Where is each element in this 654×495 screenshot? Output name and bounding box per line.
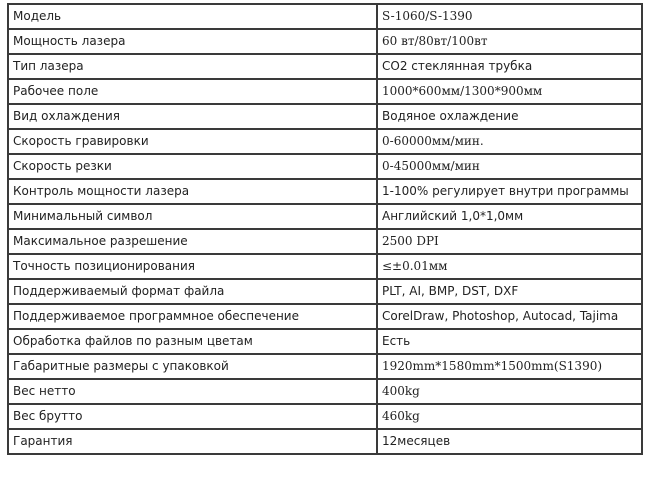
table-row xyxy=(8,54,642,79)
spec-label: Рабочее поле xyxy=(8,79,377,104)
table-row xyxy=(8,354,642,379)
spec-value: CorelDraw, Photoshop, Autocad, Tajima xyxy=(377,304,642,329)
spec-value: 0-60000мм/мин. xyxy=(377,129,642,154)
table-row xyxy=(8,129,642,154)
spec-table xyxy=(7,3,643,455)
table-row xyxy=(8,279,642,304)
spec-value: 1000*600мм/1300*900мм xyxy=(377,79,642,104)
spec-label: Мощность лазера xyxy=(8,29,377,54)
spec-label: Модель xyxy=(8,4,377,29)
spec-label: Гарантия xyxy=(8,429,377,454)
table-row xyxy=(8,304,642,329)
spec-label: Скорость гравировки xyxy=(8,129,377,154)
table-row xyxy=(8,404,642,429)
table-row xyxy=(8,154,642,179)
spec-label: Точность позиционирования xyxy=(8,254,377,279)
spec-value: 60 вт/80вт/100вт xyxy=(377,29,642,54)
table-row xyxy=(8,29,642,54)
spec-label: Поддерживаемый формат файла xyxy=(8,279,377,304)
table-row xyxy=(8,254,642,279)
spec-label: Скорость резки xyxy=(8,154,377,179)
spec-value: 1-100% регулирует внутри программы xyxy=(377,179,642,204)
table-row xyxy=(8,329,642,354)
spec-value: S-1060/S-1390 xyxy=(377,4,642,29)
spec-value: 1920mm*1580mm*1500mm(S1390) xyxy=(377,354,642,379)
table-row xyxy=(8,429,642,454)
spec-label: Вид охлаждения xyxy=(8,104,377,129)
spec-value: 0-45000мм/мин xyxy=(377,154,642,179)
spec-value: Английский 1,0*1,0мм xyxy=(377,204,642,229)
spec-label: Обработка файлов по разным цветам xyxy=(8,329,377,354)
spec-value: Есть xyxy=(377,329,642,354)
spec-label: Поддерживаемое программное обеспечение xyxy=(8,304,377,329)
spec-value: CO2 стеклянная трубка xyxy=(377,54,642,79)
spec-value: PLT, AI, BMP, DST, DXF xyxy=(377,279,642,304)
spec-label: Контроль мощности лазера xyxy=(8,179,377,204)
spec-label: Минимальный символ xyxy=(8,204,377,229)
table-row xyxy=(8,179,642,204)
table-row xyxy=(8,104,642,129)
spec-table-body xyxy=(8,4,642,454)
spec-label: Тип лазера xyxy=(8,54,377,79)
table-row xyxy=(8,379,642,404)
spec-label: Габаритные размеры с упаковкой xyxy=(8,354,377,379)
spec-label: Вес нетто xyxy=(8,379,377,404)
table-row xyxy=(8,79,642,104)
table-row xyxy=(8,204,642,229)
table-row xyxy=(8,229,642,254)
spec-value: Водяное охлаждение xyxy=(377,104,642,129)
spec-label: Вес брутто xyxy=(8,404,377,429)
spec-value: 400kg xyxy=(377,379,642,404)
spec-label: Максимальное разрешение xyxy=(8,229,377,254)
spec-value: 460kg xyxy=(377,404,642,429)
spec-value: 2500 DPI xyxy=(377,229,642,254)
spec-value: ≤±0.01мм xyxy=(377,254,642,279)
spec-value: 12месяцев xyxy=(377,429,642,454)
table-row xyxy=(8,4,642,29)
